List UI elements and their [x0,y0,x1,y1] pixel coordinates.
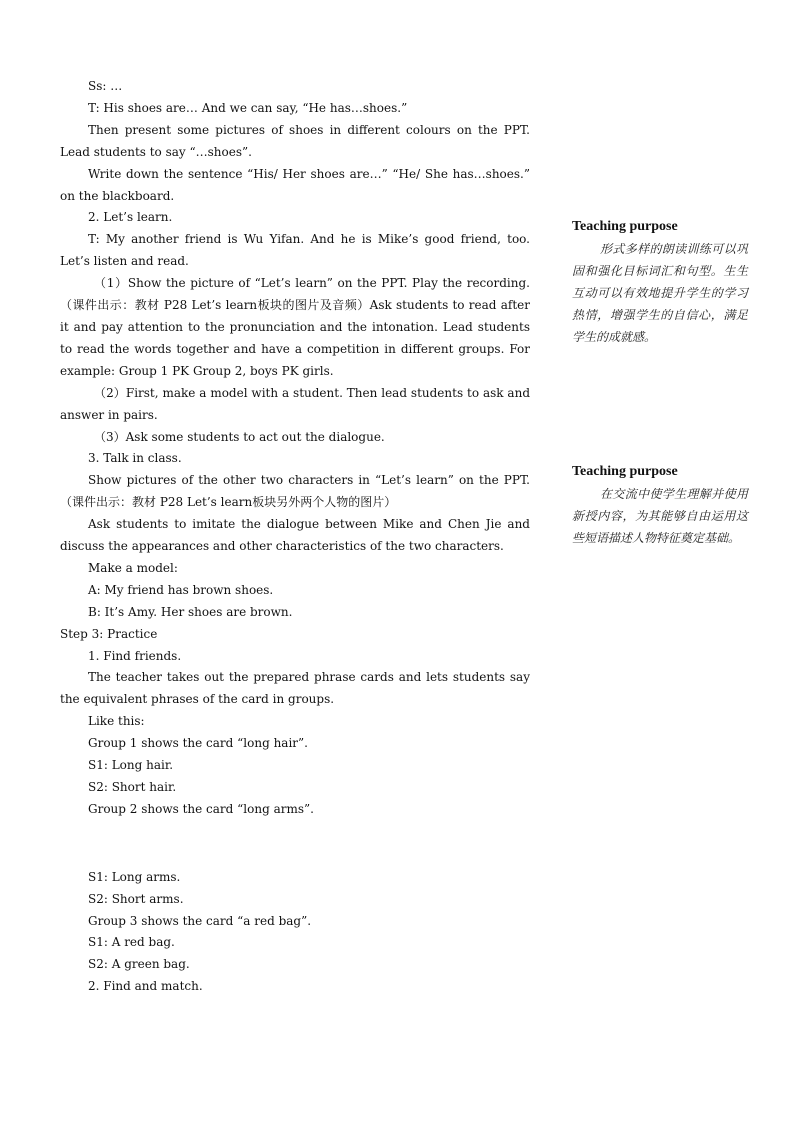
paragraph: T: His shoes are… And we can say, “He has…shoes.” [88,100,408,115]
paragraph [60,833,530,855]
paragraph: Group 1 shows the card “long hair”. [88,736,308,751]
paragraph: S1: Long arms. [88,869,181,884]
paragraph: Then present some pictures of shoes in different colours on the PPT. Lead students to say “…shoes”. [60,122,530,159]
paragraph: 1. Find friends. [88,648,182,663]
side-note-text: 形式多样的朗读训练可以巩固和强化目标词汇和句型。生生互动可以有效地提升学生的学习热情，增强学生的自信心，满足学生的成就感。 [572,242,748,344]
paragraph: T: My another friend is Wu Yifan. And he is Mike’s good friend, too. Let’s listen and read. [60,232,530,269]
side-note-2 [572,463,748,549]
paragraph: Group 2 shows the card “long arms”. [88,801,314,816]
paragraph: 2. Let’s learn. [88,210,173,225]
paragraph: Ss: … [88,79,123,93]
paragraph: Ask students to imitate the dialogue between Mike and Chen Jie and discuss the appearances and other characteristics of the two characters. [60,517,530,554]
side-note-1 [572,218,748,348]
paragraph: S2: Short arms. [88,891,184,906]
paragraph: （1）Show the picture of “Let’s learn” on the PPT. Play the recording.（课件出示：教材 P28 Let’s learn板块的图片及音频）Ask students to read after it and pay attention to the pronunciation and the intonation. Lead students to read the words together and have a competition in different groups. For example: Group 1 PK Group 2, boys PK girls. [60,276,530,378]
paragraph: S1: A red bag. [88,935,175,950]
paragraph: The teacher takes out the prepared phrase cards and lets students say the equivalent phrases of the card in groups. [60,670,530,707]
paragraph: 3. Talk in class. [88,451,182,466]
paragraph: （3）Ask some students to act out the dialogue. [94,429,385,444]
paragraph: S2: A green bag. [88,957,190,972]
paragraph: Group 3 shows the card “a red bag”. [88,913,312,928]
paragraph: S2: Short hair. [88,780,177,794]
paragraph: Show pictures of the other two characters in “Let’s learn” on the PPT.（课件出示：教材 P28 Let’s learn板块另外两个人物的图片） [60,473,530,510]
paragraph: 2. Find and match. [88,979,203,994]
paragraph: （2）First, make a model with a student. Then lead students to ask and answer in pairs. [60,385,530,422]
paragraph: S1: Long hair. [88,758,174,773]
paragraph: Step 3: Practice [60,626,158,641]
paragraph: Like this: [88,714,145,729]
paragraph: B: It’s Amy. Her shoes are brown. [88,604,293,619]
side-note-text: 在交流中使学生理解并使用新授内容，为其能够自由运用这些短语描述人物特征奠定基础。 [572,487,748,545]
paragraph: Make a model: [88,560,178,575]
paragraph: A: My friend has brown shoes. [88,582,274,597]
side-note-title: Teaching purpose [572,464,678,479]
side-note-title: Teaching purpose [572,219,678,234]
lesson-body [60,76,530,998]
paragraph: Write down the sentence “His/ Her shoes are…” “He/ She has…shoes.” on the blackboard. [60,166,530,203]
